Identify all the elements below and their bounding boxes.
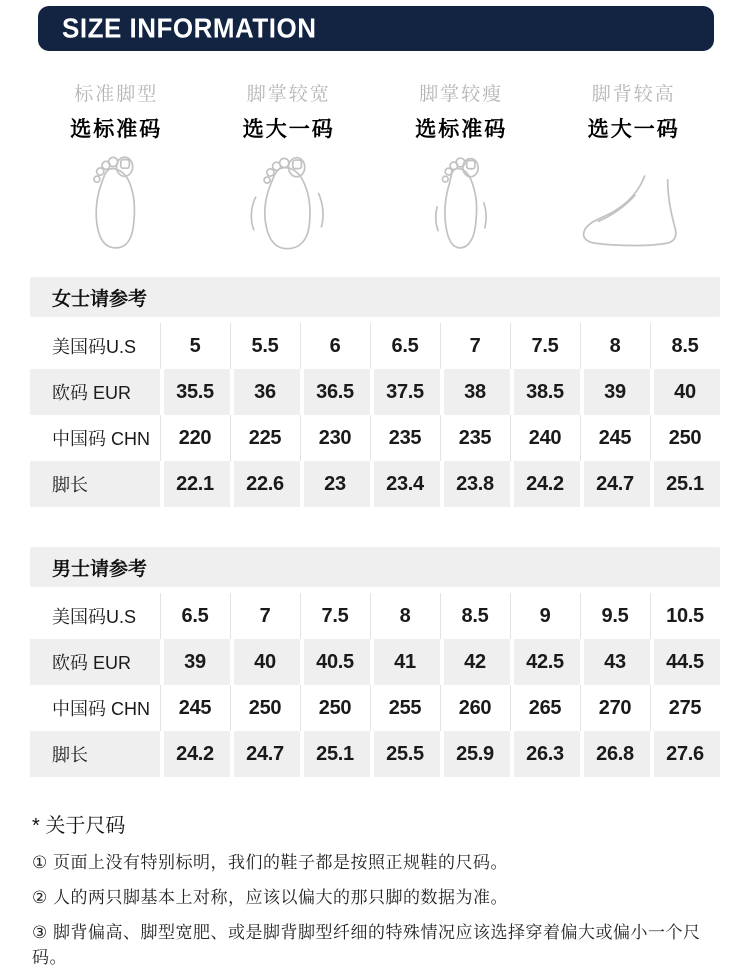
foot-guide-item bbox=[375, 79, 548, 253]
size-information-panel bbox=[0, 6, 750, 968]
size-cell: 9 bbox=[510, 593, 580, 639]
section-title: 女士请参考 bbox=[30, 277, 720, 317]
foot-type-label: 脚背较高 bbox=[591, 84, 676, 105]
size-cell: 240 bbox=[510, 415, 580, 461]
size-tables bbox=[30, 277, 720, 777]
notes-title: * 关于尺码 bbox=[32, 815, 126, 837]
size-row-label: 中国码 CHN bbox=[30, 415, 160, 461]
size-cell: 27.6 bbox=[650, 731, 720, 777]
note-item: ② 人的两只脚基本上对称，应该以偏大的那只脚的数据为准。 bbox=[32, 888, 508, 907]
foot-wide-icon bbox=[203, 153, 376, 253]
size-cell: 8 bbox=[370, 593, 440, 639]
size-cell: 39 bbox=[580, 369, 650, 415]
size-cell: 255 bbox=[370, 685, 440, 731]
size-cell: 23.4 bbox=[370, 461, 440, 507]
size-row-label: 欧码 EUR bbox=[30, 639, 160, 685]
size-cell: 5 bbox=[160, 323, 230, 369]
size-cell: 39 bbox=[160, 639, 230, 685]
size-row bbox=[30, 369, 720, 415]
note-item: ① 页面上没有特别标明，我们的鞋子都是按照正规鞋的尺码。 bbox=[32, 853, 508, 872]
size-cell: 40.5 bbox=[300, 639, 370, 685]
size-row bbox=[30, 415, 720, 461]
size-cell: 43 bbox=[580, 639, 650, 685]
size-cell: 6.5 bbox=[370, 323, 440, 369]
foot-standard-icon bbox=[30, 153, 203, 253]
size-row bbox=[30, 639, 720, 685]
size-cell: 235 bbox=[370, 415, 440, 461]
size-cell: 24.2 bbox=[160, 731, 230, 777]
size-cell: 25.1 bbox=[300, 731, 370, 777]
foot-advice-label: 选大一码 bbox=[242, 118, 335, 141]
size-cell: 36 bbox=[230, 369, 300, 415]
size-cell: 38 bbox=[440, 369, 510, 415]
size-row-label: 中国码 CHN bbox=[30, 685, 160, 731]
size-cell: 225 bbox=[230, 415, 300, 461]
foot-high-instep-icon bbox=[548, 153, 721, 253]
size-cell: 24.2 bbox=[510, 461, 580, 507]
foot-type-label: 脚掌较瘦 bbox=[419, 84, 504, 105]
size-cell: 220 bbox=[160, 415, 230, 461]
size-table bbox=[30, 593, 720, 777]
size-cell: 7.5 bbox=[300, 593, 370, 639]
size-notes bbox=[30, 809, 720, 968]
size-cell: 10.5 bbox=[650, 593, 720, 639]
size-cell: 44.5 bbox=[650, 639, 720, 685]
foot-guide-item bbox=[203, 79, 376, 253]
size-row-label: 美国码U.S bbox=[30, 323, 160, 369]
size-cell: 7.5 bbox=[510, 323, 580, 369]
size-cell: 250 bbox=[230, 685, 300, 731]
size-cell: 8 bbox=[580, 323, 650, 369]
size-row-label: 欧码 EUR bbox=[30, 369, 160, 415]
size-cell: 40 bbox=[650, 369, 720, 415]
size-row bbox=[30, 323, 720, 369]
foot-guide-item bbox=[548, 79, 721, 253]
size-row bbox=[30, 731, 720, 777]
size-cell: 8.5 bbox=[650, 323, 720, 369]
size-cell: 275 bbox=[650, 685, 720, 731]
page-title: SIZE INFORMATION bbox=[62, 11, 317, 45]
size-cell: 41 bbox=[370, 639, 440, 685]
size-cell: 6.5 bbox=[160, 593, 230, 639]
foot-advice-label: 选标准码 bbox=[70, 118, 163, 141]
size-cell: 40 bbox=[230, 639, 300, 685]
size-cell: 22.1 bbox=[160, 461, 230, 507]
size-cell: 26.3 bbox=[510, 731, 580, 777]
size-cell: 25.9 bbox=[440, 731, 510, 777]
size-cell: 37.5 bbox=[370, 369, 440, 415]
size-cell: 250 bbox=[650, 415, 720, 461]
men-size-section bbox=[30, 547, 720, 777]
title-bar bbox=[38, 6, 714, 51]
foot-advice-label: 选大一码 bbox=[587, 118, 680, 141]
size-cell: 25.1 bbox=[650, 461, 720, 507]
foot-type-label: 脚掌较宽 bbox=[246, 84, 331, 105]
size-table bbox=[30, 323, 720, 507]
size-row bbox=[30, 593, 720, 639]
size-cell: 38.5 bbox=[510, 369, 580, 415]
foot-advice-label: 选标准码 bbox=[415, 118, 508, 141]
size-row-label: 脚长 bbox=[30, 461, 160, 507]
size-cell: 270 bbox=[580, 685, 650, 731]
foot-guide-item bbox=[30, 79, 203, 253]
size-cell: 24.7 bbox=[230, 731, 300, 777]
size-cell: 230 bbox=[300, 415, 370, 461]
women-size-section bbox=[30, 277, 720, 507]
size-cell: 8.5 bbox=[440, 593, 510, 639]
size-cell: 235 bbox=[440, 415, 510, 461]
size-cell: 42.5 bbox=[510, 639, 580, 685]
size-cell: 23.8 bbox=[440, 461, 510, 507]
size-cell: 245 bbox=[160, 685, 230, 731]
size-cell: 260 bbox=[440, 685, 510, 731]
size-cell: 6 bbox=[300, 323, 370, 369]
size-row bbox=[30, 685, 720, 731]
size-row-label: 美国码U.S bbox=[30, 593, 160, 639]
size-cell: 36.5 bbox=[300, 369, 370, 415]
foot-type-label: 标准脚型 bbox=[74, 84, 159, 105]
size-cell: 23 bbox=[300, 461, 370, 507]
size-cell: 245 bbox=[580, 415, 650, 461]
size-cell: 24.7 bbox=[580, 461, 650, 507]
section-title: 男士请参考 bbox=[30, 547, 720, 587]
size-cell: 25.5 bbox=[370, 731, 440, 777]
note-item: ③ 脚背偏高、脚型宽肥、或是脚背脚型纤细的特殊情况应该选择穿着偏大或偏小一个尺码。 bbox=[32, 923, 701, 967]
size-cell: 5.5 bbox=[230, 323, 300, 369]
size-cell: 9.5 bbox=[580, 593, 650, 639]
size-cell: 26.8 bbox=[580, 731, 650, 777]
size-row-label: 脚长 bbox=[30, 731, 160, 777]
foot-type-guide bbox=[30, 79, 720, 253]
size-cell: 22.6 bbox=[230, 461, 300, 507]
size-cell: 265 bbox=[510, 685, 580, 731]
size-cell: 7 bbox=[440, 323, 510, 369]
size-cell: 42 bbox=[440, 639, 510, 685]
size-row bbox=[30, 461, 720, 507]
size-cell: 250 bbox=[300, 685, 370, 731]
size-cell: 35.5 bbox=[160, 369, 230, 415]
foot-narrow-icon bbox=[375, 153, 548, 253]
size-cell: 7 bbox=[230, 593, 300, 639]
